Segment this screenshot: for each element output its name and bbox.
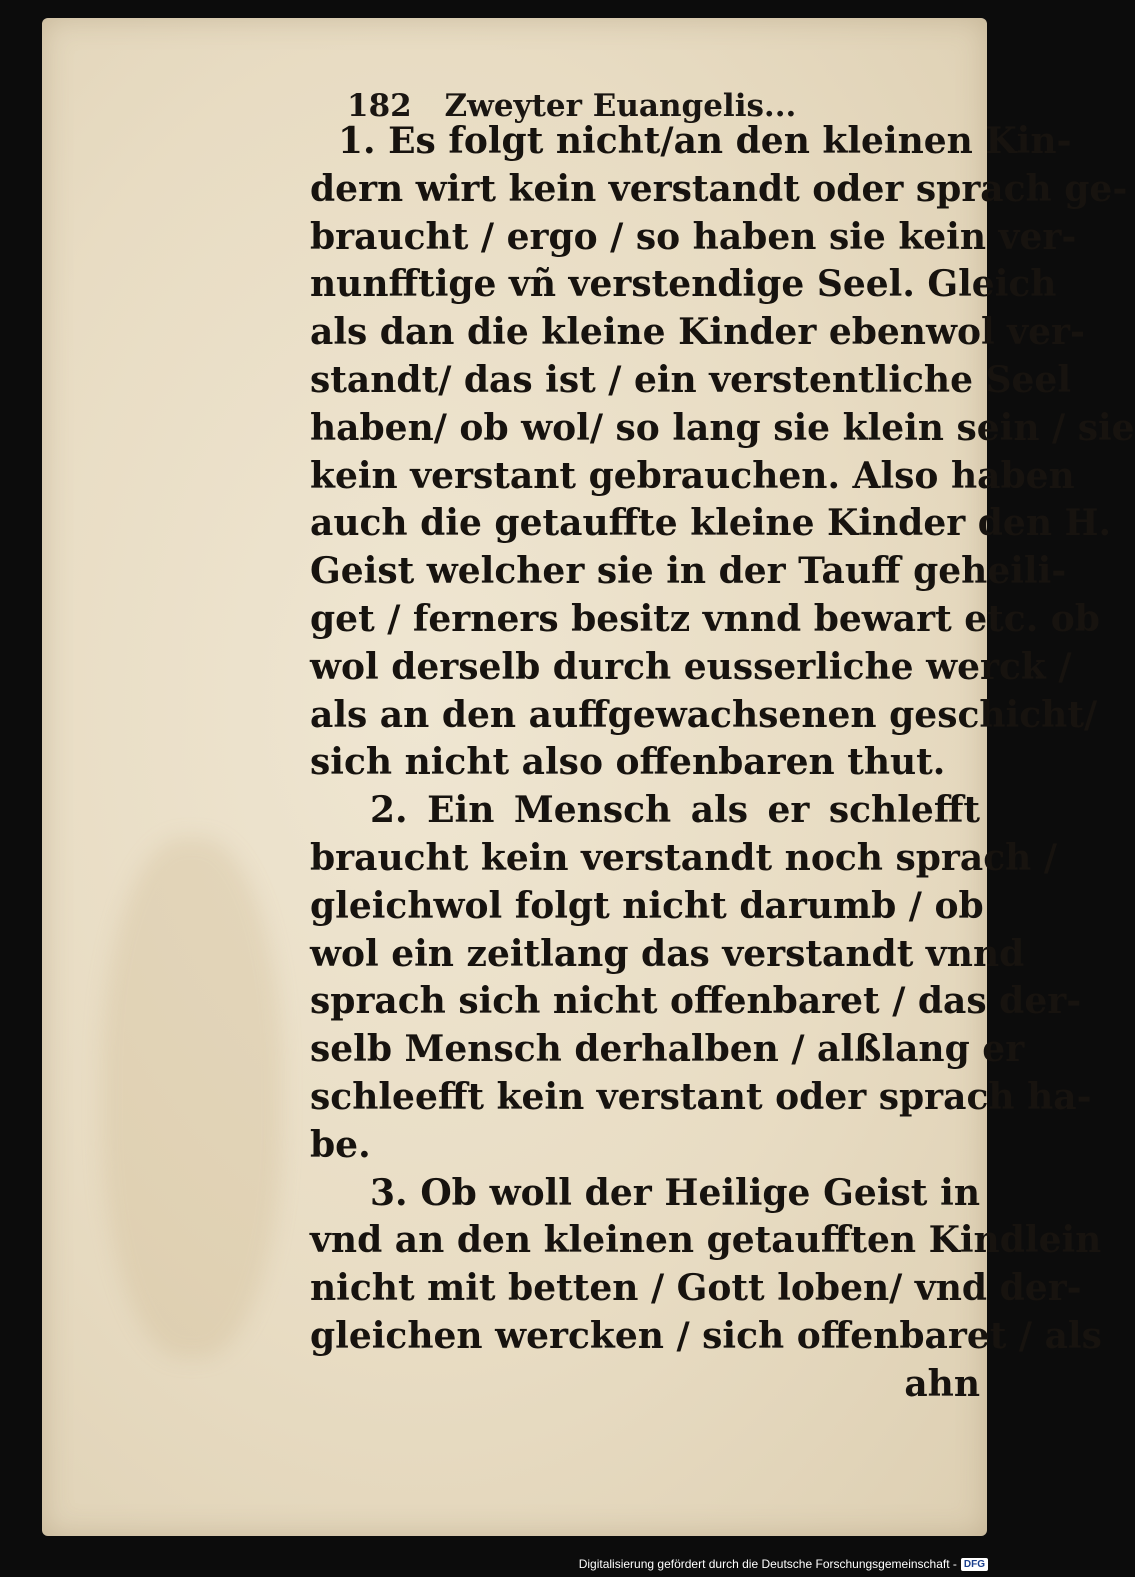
text-line: sprach sich nicht offenbaret / das der- (310, 980, 1082, 1023)
text-line: sich nicht also offenbaren thut. (310, 741, 946, 784)
text-line: braucht / ergo / so haben sie kein ver- (310, 215, 1077, 258)
text-line: 3. Ob woll der Heilige Geist in (370, 1171, 980, 1214)
text-line: get / ferners besitz vnnd bewart etc. ob (310, 597, 1100, 640)
text-line: als dan die kleine Kinder ebenwol ver- (310, 311, 1085, 354)
text-line: haben/ ob wol/ so lang sie klein sein / sie (310, 406, 1135, 449)
text-line: auch die getauffte kleine Kinder den H. (310, 502, 1112, 545)
text-line: 2. Ein Mensch als er schlefft (370, 789, 980, 832)
footer-text: Digitalisierung gefördert durch die Deutsche Forschungsgemeinschaft - (578, 1557, 957, 1571)
body-text (310, 118, 1135, 1409)
text-line: als an den auffgewachsenen geschicht/ (310, 693, 1098, 736)
text-line: dern wirt kein verstandt oder sprach ge- (310, 167, 1128, 210)
text-line: gleichen wercken / sich offenbaret / als (310, 1314, 1102, 1357)
text-line: nicht mit betten / Gott loben/ vnd der- (310, 1267, 1082, 1310)
text-line: Geist welcher sie in der Tauff geheili- (310, 550, 1067, 593)
text-line: nunfftige vñ verstendige Seel. Gleich (310, 263, 1057, 306)
text-line: kein verstant gebrauchen. Also haben (310, 454, 1075, 497)
paper-stain (102, 838, 282, 1358)
text-line: vnd an den kleinen getaufften Kindlein (310, 1219, 1102, 1262)
dfg-logo-icon: DFG (961, 1558, 988, 1571)
running-title: Zweyter Euangelis... (444, 88, 797, 124)
digitization-footer (579, 1555, 988, 1573)
text-line: schleefft kein verstant oder sprach ha- (310, 1075, 1092, 1118)
text-line: be. (310, 1123, 371, 1166)
text-line: selb Mensch derhalben / alßlang er (310, 1028, 1025, 1071)
text-line: gleichwol folgt nicht darumb / ob (310, 884, 984, 927)
text-line: standt/ das ist / ein verstentliche Seel (310, 358, 1072, 401)
page-number: 182 (347, 88, 412, 124)
text-line: wol ein zeitlang das verstandt vnnd (310, 932, 1025, 975)
catchword: ahn (904, 1362, 980, 1405)
text-line: wol derselb durch eusserliche werck / (310, 645, 1072, 688)
text-line: braucht kein verstandt noch sprach / (310, 836, 1057, 879)
text-line: 1. Es folgt nicht/an den kleinen Kin- (338, 120, 1072, 162)
